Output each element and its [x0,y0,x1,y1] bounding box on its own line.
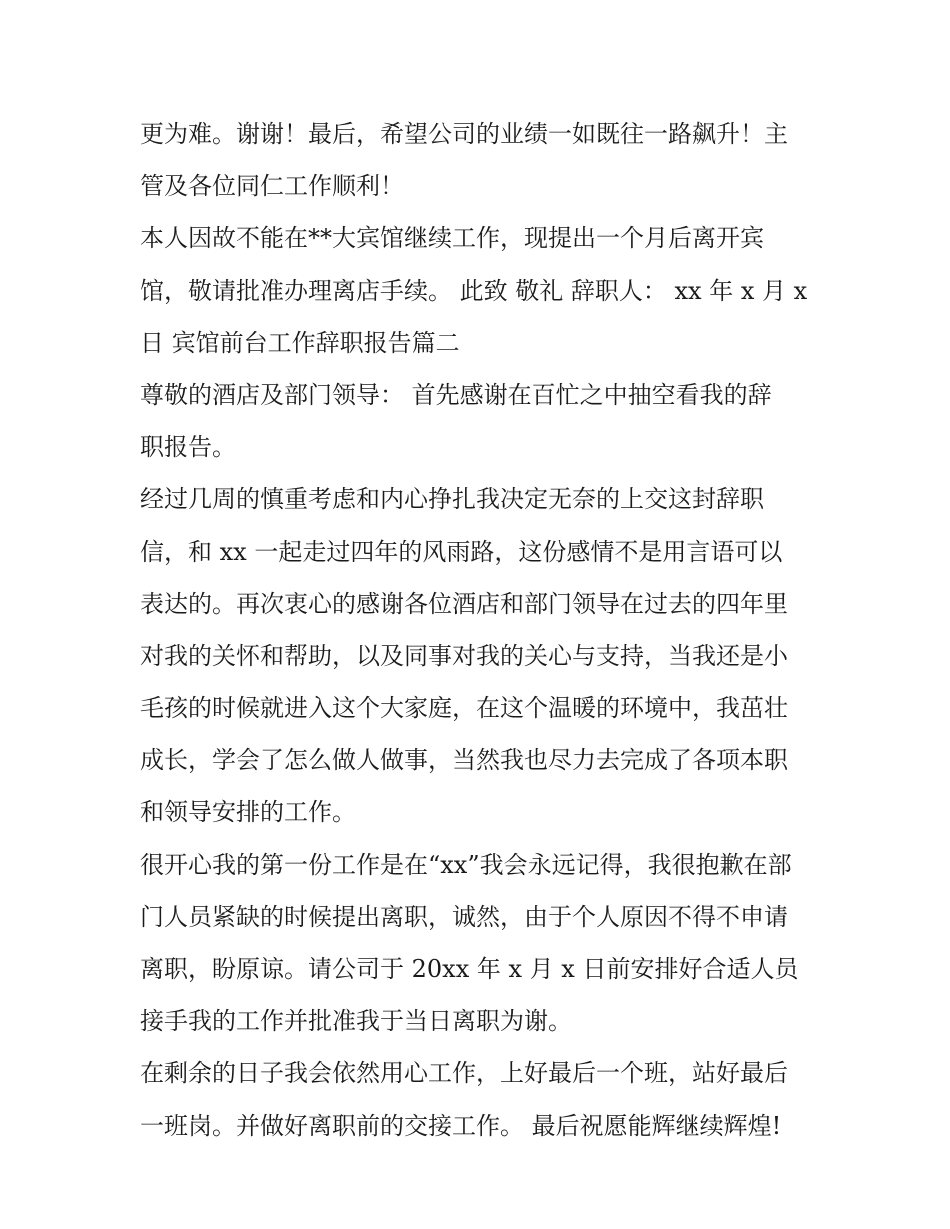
text-line: 和领导安排的工作。 [140,798,356,827]
document-body [140,108,820,1152]
text-line: 接手我的工作并批准我于当日离职为谢。 [140,1007,572,1036]
text-line: 经过几周的慎重考虑和内心挣扎我决定无奈的上交这封辞职 [140,485,764,514]
text-line: 毛孩的时候就进入这个大家庭，在这个温暖的环境中，我茁壮 [140,694,788,723]
text-line: 在剩余的日子我会依然用心工作，上好最后一个班，站好最后 [140,1059,788,1088]
text-line: 职报告。 [140,433,236,462]
text-line: 更为难。谢谢！最后，希望公司的业绩一如既往一路飙升！主 [140,120,788,148]
text-line: 馆，敬请批准办理离店手续。 此致 敬礼 辞职人： xx 年 x 月 x [140,276,808,305]
text-line: 很开心我的第一份工作是在“xx”我会永远记得，我很抱歉在部 [140,850,792,879]
text-line: 本人因故不能在**大宾馆继续工作，现提出一个月后离开宾 [140,224,764,253]
text-line: 尊敬的酒店及部门领导： 首先感谢在百忙之中抽空看我的辞 [140,380,772,409]
text-line: 信，和 xx 一起走过四年的风雨路，这份感情不是用言语可以 [140,537,783,566]
text-line: 对我的关怀和帮助，以及同事对我的关心与支持，当我还是小 [140,641,788,670]
text-line: 成长，学会了怎么做人做事，当然我也尽力去完成了各项本职 [140,746,788,775]
text-line: 管及各位同仁工作顺利！ [140,172,404,201]
text-line: 表达的。再次衷心的感谢各位酒店和部门领导在过去的四年里 [140,589,788,618]
text-line: 一班岗。并做好离职前的交接工作。 最后祝愿能辉继续辉煌! [140,1111,782,1140]
text-line: 离职，盼原谅。请公司于 20xx 年 x 月 x 日前安排好合适人员 [140,955,799,983]
text-line: 门人员紧缺的时候提出离职，诚然，由于个人原因不得不申请 [140,902,788,931]
section-heading-line: 日 宾馆前台工作辞职报告篇二 [140,328,460,357]
